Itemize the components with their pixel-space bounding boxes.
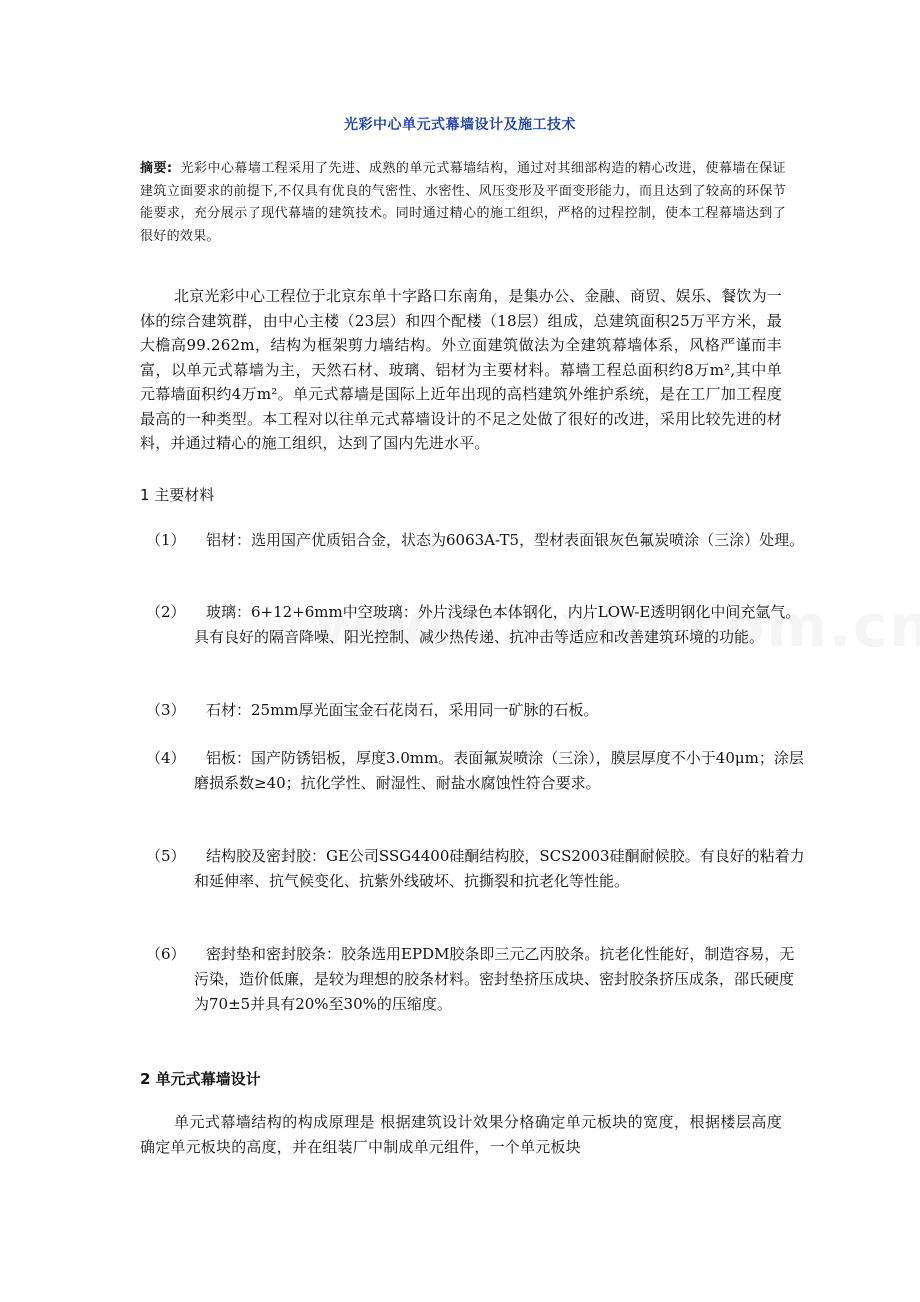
material-number: （2）	[146, 603, 186, 621]
abstract-text: 光彩中心幕墙工程采用了先进、成熟的单元式幕墙结构，通过对其细部构造的精心改进，使幕墙在保证建筑立面要求的前提下,不仅具有优良的气密性、水密性、风压变形及平面变形能力，而且达到了较高的环保节能要求，充分展示了现代幕墙的建筑技术。同时通过精心的施工组织，严格的过程控制，使本工程幕墙达到了很好的效果。	[140, 161, 786, 244]
abstract	[140, 158, 786, 248]
material-item	[146, 942, 806, 1017]
intro-paragraph: 北京光彩中心工程位于北京东单十字路口东南角，是集办公、金融、商贸、娱乐、餐饮为一体的综合建筑群，由中心主楼（23层）和四个配楼（18层）组成，总建筑面积25万平方米，最大檐高99.262m，结构为框架剪力墙结构。外立面建筑做法为全建筑幕墙体系，风格严谨而丰富，以单元式幕墙为主，天然石材、玻璃、铝材为主要材料。幕墙工程总面积约8万m²,其中单元幕墙面积约4万m²。单元式幕墙是国际上近年出现的高档建筑外维护系统，是在工厂加工程度最高的一种类型。本工程对以往单元式幕墙设计的不足之处做了很好的改进，采用比较先进的材料，并通过精心的施工组织，达到了国内先进水平。	[140, 287, 783, 452]
material-item	[146, 844, 806, 894]
abstract-label: 摘要:	[140, 161, 173, 176]
material-number: （1）	[146, 531, 186, 549]
section1-heading: 1 主要材料	[140, 486, 215, 504]
material-text: 玻璃：6+12+6mm中空玻璃：外片浅绿色本体钢化，内片LOW-E透明钢化中间充氩气。具有良好的隔音降噪、阳光控制、减少热传递、抗冲击等适应和改善建筑环境的功能。	[194, 603, 801, 646]
material-item	[146, 528, 806, 553]
material-number: （3）	[146, 701, 186, 719]
material-text: 结构胶及密封胶：GE公司SSG4400硅酮结构胶，SCS2003硅酮耐候胶。有良好的粘着力和延伸率、抗气候变化、抗紫外线破坏、抗撕裂和抗老化等性能。	[194, 847, 805, 890]
material-item	[146, 698, 806, 723]
material-number: （4）	[146, 749, 186, 767]
material-number: （6）	[146, 945, 186, 963]
document-title: 光彩中心单元式幕墙设计及施工技术	[344, 117, 576, 133]
material-text: 铝板：国产防锈铝板，厚度3.0mm。表面氟炭喷涂（三涂），膜层厚度不小于40μm；涂层磨损系数≥40；抗化学性、耐湿性、耐盐水腐蚀性符合要求。	[194, 749, 804, 792]
section2-heading: 2 单元式幕墙设计	[140, 1070, 261, 1088]
material-item	[146, 746, 806, 796]
material-number: （5）	[146, 847, 186, 865]
material-item	[146, 600, 806, 650]
material-text: 铝材：选用国产优质铝合金，状态为6063A-T5，型材表面银灰色氟炭喷涂（三涂）处理。	[206, 531, 805, 549]
material-text: 密封垫和密封胶条：胶条选用EPDM胶条即三元乙丙胶条。抗老化性能好，制造容易，无污染，造价低廉，是较为理想的胶条材料。密封垫挤压成块、密封胶条挤压成条，邵氏硬度为70±5并具有20%至30%的压缩度。	[194, 945, 795, 1013]
material-text: 石材：25mm厚光面宝金石花岗石，采用同一矿脉的石板。	[206, 701, 599, 719]
section2-paragraph: 单元式幕墙结构的构成原理是 根据建筑设计效果分格确定单元板块的宽度，根据楼层高度确定单元板块的高度，并在组装厂中制成单元组件，一个单元板块	[140, 1113, 782, 1156]
